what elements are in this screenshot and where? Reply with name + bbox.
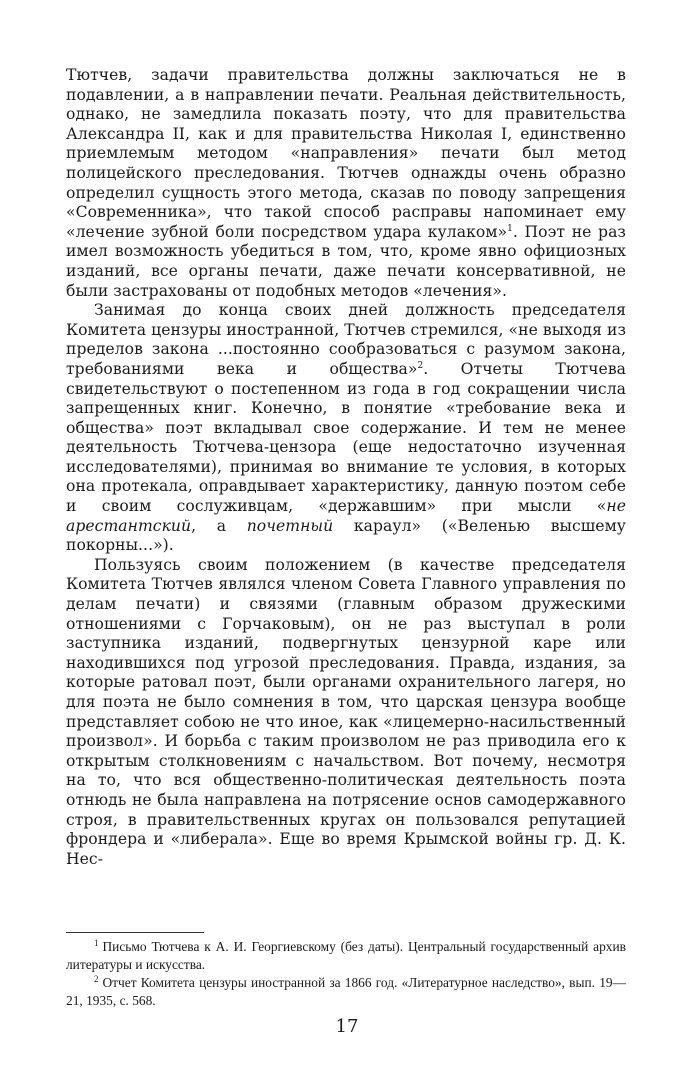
paragraph-1-text: Тютчев, задачи правительства должны заключаться не в подавлении, а в направлении печати. Реальная действительность, однако, не замедлила показать поэту, что для правительства Александра II, как и для правительства Николая I, единственно приемлемым методом «направления» печати был метод полицейского преследования. Тютчев однажды очень образно определил сущность этого метода, сказав по поводу запрещения «Современника», что такой способ расправы напоминает ему «лечение зубной боли посредством удара кулаком»: [66, 66, 626, 241]
italic-phrase-2: почетный: [246, 516, 334, 535]
footnote-1: [66, 938, 626, 974]
footnotes: [66, 938, 626, 1010]
footnote-2: [66, 974, 626, 1010]
paragraph-2-text: Занимая до конца своих дней должность председателя Комитета цензуры иностранной, Тютчев стремился, «не выходя из пределов закона ...постоянно сообразоваться с разумом закона, требованиями века и общества»: [66, 301, 626, 378]
footnote-divider: [66, 932, 204, 933]
italic-phrase-1: не арестантский: [66, 497, 626, 535]
paragraph-3-text: Пользуясь своим положением (в качестве председателя Комитета Тютчев являлся членом Совета Главного управления по делам печати) и связями (главным образом дружескими отношениями с Горчаковым), он не раз выступал в роли заступника изданий, подвергнутых цензурной каре или находившихся под угрозой преследования. Правда, издания, за которые ратовал поэт, были органами охранительного лагеря, но для поэта не было сомнения в том, что царская цензура вообще представляет собою не что иное, как «лицемерно-насильственный произвол». И борьба с таким произволом не раз приводила его к открытым столкновениям с начальством. Вот почему, несмотря на то, что вся общественно-политическая деятельность поэта отнюдь не была направлена на потрясение основ самодержавного строя, в правительственных кругах он пользовался репутацией фрондера и «либерала». Еще во время Крымской войны гр. Д. К. Нес-: [66, 555, 626, 868]
main-text: [66, 66, 626, 869]
paragraph-2-text-end: караул» («Веленью высшему покорны...»).: [66, 516, 626, 555]
footnote-2-text: Отчет Комитета цензуры иностранной за 1866 год. «Литературное наследство», вып. 19—21, 1935, с. 568.: [66, 975, 626, 1008]
paragraph-3: [66, 556, 626, 870]
footnote-1-mark: 1: [94, 937, 99, 948]
paragraph-2: [66, 301, 626, 556]
footnote-1-text: Письмо Тютчева к А. И. Георгиевскому (без даты). Центральный государственный архив литературы и искусства.: [66, 939, 626, 972]
paragraph-1: [66, 66, 626, 301]
paragraph-1-text-end: . Поэт не раз имел возможность убедиться в том, что, кроме явно официозных изданий, все органы печати, даже печати консервативной, не были застрахованы от подобных методов «лечения».: [66, 222, 626, 300]
footnote-ref-1[interactable]: 1: [507, 223, 513, 234]
paragraph-2-conj: , а: [191, 516, 247, 535]
paragraph-2-text-mid: . Отчеты Тютчева свидетельствуют о постепенном из года в год сокращении числа запрещенных книг. Конечно, в понятие «требование века и общества» поэт вкладывал свое содержание. И тем не менее деятельность Тютчева-цензора (еще недостаточно изученная исследователями), принимая во внимание те условия, в которых она протекала, оправдывает характеристику, данную поэтом себе и своим сослуживцам, «державшим» при мысли «: [66, 359, 626, 516]
page-number: 17: [335, 1016, 359, 1037]
footnote-ref-2[interactable]: 2: [417, 360, 424, 371]
footnote-2-mark: 2: [94, 973, 99, 984]
